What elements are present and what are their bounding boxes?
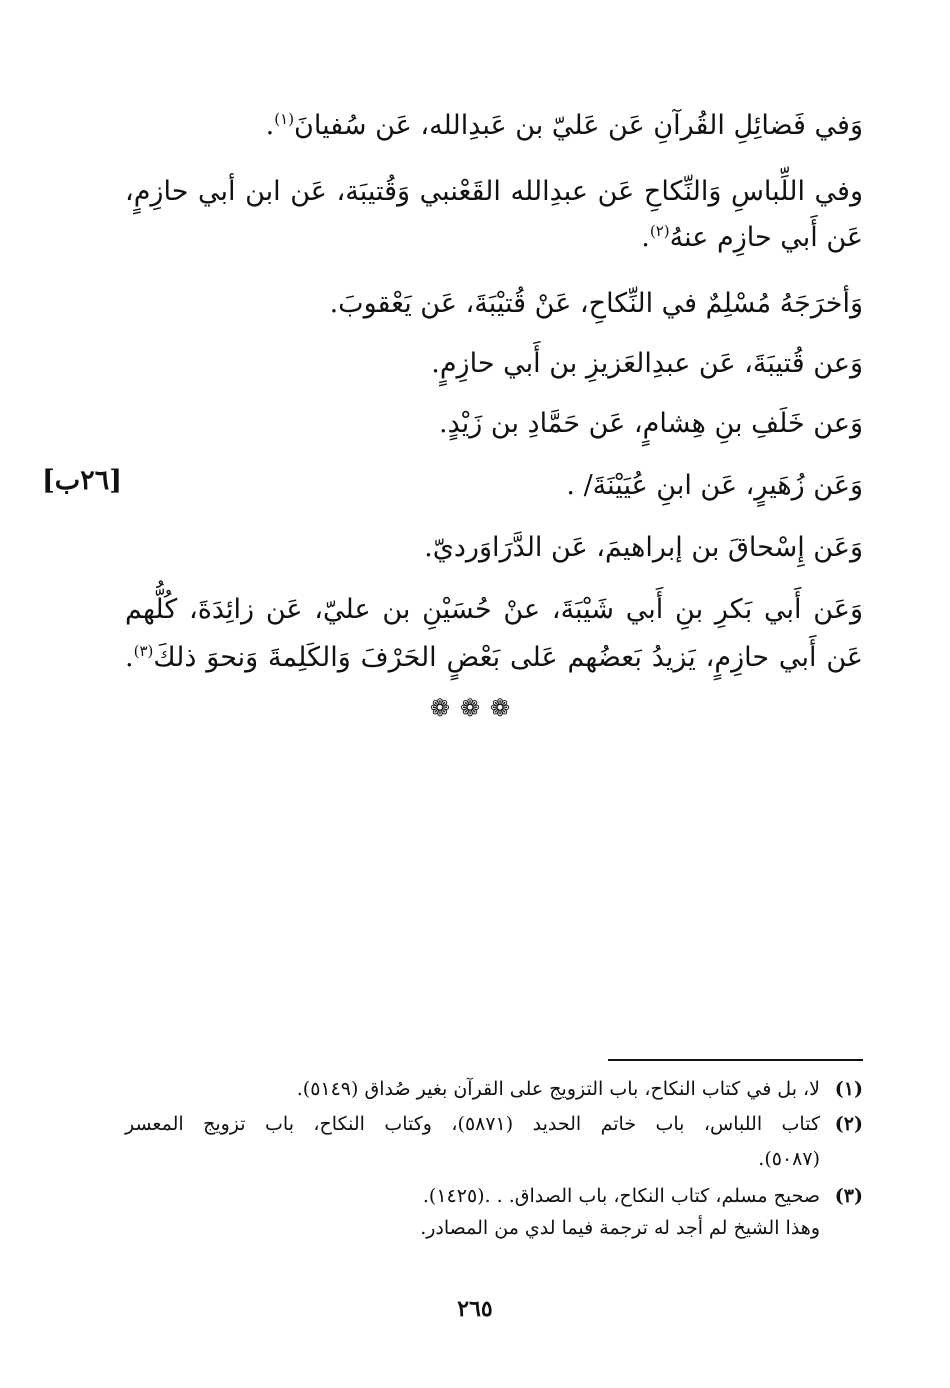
body-line-4: وَأخرَجَهُ مُسْلِمٌ في النِّكاحِ، عَنْ قُتيْبَةَ، عَن يَعْقوبَ.	[329, 288, 863, 319]
body-line-8: وَعَن إِسْحاقَ بن إبراهيمَ، عَن الدَّرَاوَرديّ.	[424, 532, 863, 563]
footnote-number: (٣)	[834, 1185, 863, 1207]
footnote-number: (١)	[834, 1078, 863, 1100]
body-line-6: وَعن خَلَفِ بنِ هِشامٍ، عَن حَمَّادِ بن زَيْدٍ.	[439, 408, 863, 439]
footnote-separator	[608, 1059, 863, 1061]
body-line-2: وفي اللِّباسِ وَالنِّكاحِ عَن عبدِالله القَعْنبي وَقُتيبَة، عَن ابن أبي حازِمٍ،	[125, 176, 863, 207]
body-text: .	[125, 642, 134, 673]
footnote-text: كتاب اللباس، باب خاتم الحديد (٥٨٧١)، وكتاب النكاح، باب تزويج المعسر	[125, 1113, 820, 1135]
body-text: عَن أَبي حازِم عنهُ	[669, 222, 863, 253]
body-text: عَن أَبي حازِمٍ، يَزيدُ بَعضُهم عَلى بَعْضٍ الحَرْفَ وَالكَلِمةَ وَنحوَ ذلكَ	[153, 642, 863, 673]
footnote-ref-2[interactable]: (٢)	[649, 222, 670, 240]
footnote-number: (٢)	[834, 1113, 863, 1135]
body-line-7: وَعَن زُهَيرٍ، عَن ابنِ عُيَيْنَةَ/ .	[566, 470, 863, 501]
footnote-text: (٥٠٨٧).	[758, 1148, 820, 1170]
page-number: ٢٦٥	[457, 1296, 493, 1322]
body-line-10	[125, 638, 863, 678]
body-line-1	[266, 106, 863, 146]
section-ornament: ❁❁❁	[429, 694, 521, 722]
footnote-text: وهذا الشيخ لم أجد له ترجمة فيما لدي من المصادر.	[420, 1217, 820, 1239]
body-line-3	[641, 218, 863, 258]
footnote-text: صحيح مسلم، كتاب النكاح، باب الصداق. . .(١٤٢٥).	[422, 1185, 820, 1207]
footnote-ref-1[interactable]: (١)	[274, 110, 295, 128]
footnote-ref-3[interactable]: (٣)	[133, 642, 154, 660]
body-text: .	[265, 110, 275, 141]
body-line-5: وَعن قُتيبَةَ، عَن عبدِالعَزيزِ بن أَبي حازِمٍ.	[431, 348, 863, 379]
body-line-9: وَعَن أَبي بَكرِ بنِ أَبي شَيْبَةَ، عنْ حُسَيْنِ بن عليّ، عَن زائِدَةَ، كُلُّهم	[125, 594, 863, 625]
body-text: .	[641, 222, 650, 253]
body-text: وَفي فَضائِلِ القُرآنِ عَن عَليّ بن عَبدِالله، عَن سُفيانَ	[294, 110, 863, 141]
manuscript-folio-marker: [٢٦ب]	[42, 465, 122, 496]
footnote-text: لا، بل في كتاب النكاح، باب التزويج على القرآن بغير صُداق (٥١٤٩).	[296, 1078, 820, 1100]
